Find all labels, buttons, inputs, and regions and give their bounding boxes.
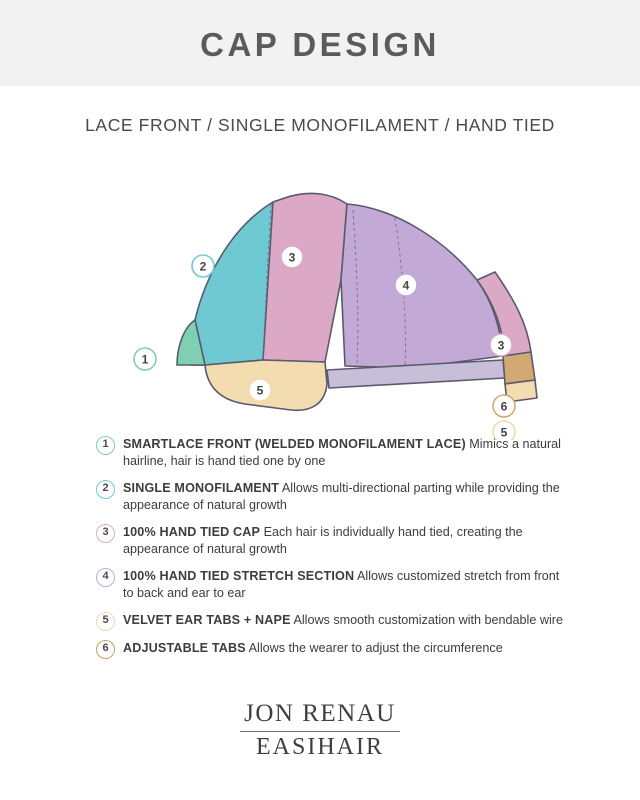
callout-5 [249,379,271,401]
svg-text:4: 4 [402,278,410,293]
region-stretch-section [341,204,503,368]
list-item [96,568,566,601]
svg-text:6: 6 [500,399,508,414]
legend-text-4 [123,568,566,601]
callout-3 [281,246,303,268]
svg-text:5: 5 [500,425,508,440]
page-title: CAP DESIGN [200,26,440,63]
brand-name: JON RENAU [244,700,396,727]
callout-4 [395,274,417,296]
legend-term-6: ADJUSTABLE TABS [123,640,246,655]
legend-desc-3: Each hair is individually hand tied, creating the appearance of natural growth [123,525,523,556]
legend-text-5 [123,612,566,629]
legend-badge-6: 6 [96,640,115,659]
legend-badge-4: 4 [96,568,115,587]
callout-6 [493,395,515,417]
legend-badge-1: 1 [96,436,115,455]
legend-term-5: VELVET EAR TABS + NAPE [123,613,291,627]
callout-3-right [490,334,512,356]
legend-badge-3: 3 [96,524,115,543]
subtitle: LACE FRONT / SINGLE MONOFILAMENT / HAND TIED [85,115,555,135]
svg-text:5: 5 [256,383,264,398]
legend-badge-5: 5 [96,612,115,631]
legend-text-2 [123,480,566,513]
legend-term-3: 100% HAND TIED CAP [123,525,261,539]
legend-term-4: 100% HAND TIED STRETCH SECTION [123,569,355,583]
region-adjustable-tabs [503,352,535,384]
svg-text:1: 1 [141,352,149,367]
brand-sub: EASIHAIR [256,734,384,760]
legend-desc-5: Allows smooth customization with bendable wire [293,613,563,627]
region-hand-tied-cap [263,193,347,362]
callout-2 [192,255,214,277]
legend-badge-2: 2 [96,480,115,499]
svg-text:3: 3 [288,250,296,265]
legend-desc-2: Allows multi-directional parting while providing the appearance of natural growth [123,481,560,512]
legend-term-2: SINGLE MONOFILAMENT [123,481,280,495]
legend-text-1 [123,436,566,469]
legend-term-1: SMARTLACE FRONT (WELDED MONOFILAMENT LACE) [123,437,466,451]
svg-text:3: 3 [497,338,505,353]
list-item [96,640,566,657]
list-item [96,436,566,469]
svg-text:2: 2 [199,259,207,274]
legend [96,436,566,667]
callout-1 [134,348,156,370]
list-item [96,524,566,557]
list-item [96,612,566,629]
list-item [96,480,566,513]
legend-desc-6: Allows the wearer to adjust the circumference [248,640,503,655]
brand-divider [240,731,400,732]
legend-desc-4: Allows customized stretch from front to back and ear to ear [123,569,560,600]
legend-desc-1: Mimics a natural hairline, hair is hand tied one by one [123,437,561,468]
brand-lockup [0,700,640,761]
legend-text-3 [123,524,566,557]
wig-cap-diagram [95,160,555,440]
legend-text-6 [123,640,566,657]
